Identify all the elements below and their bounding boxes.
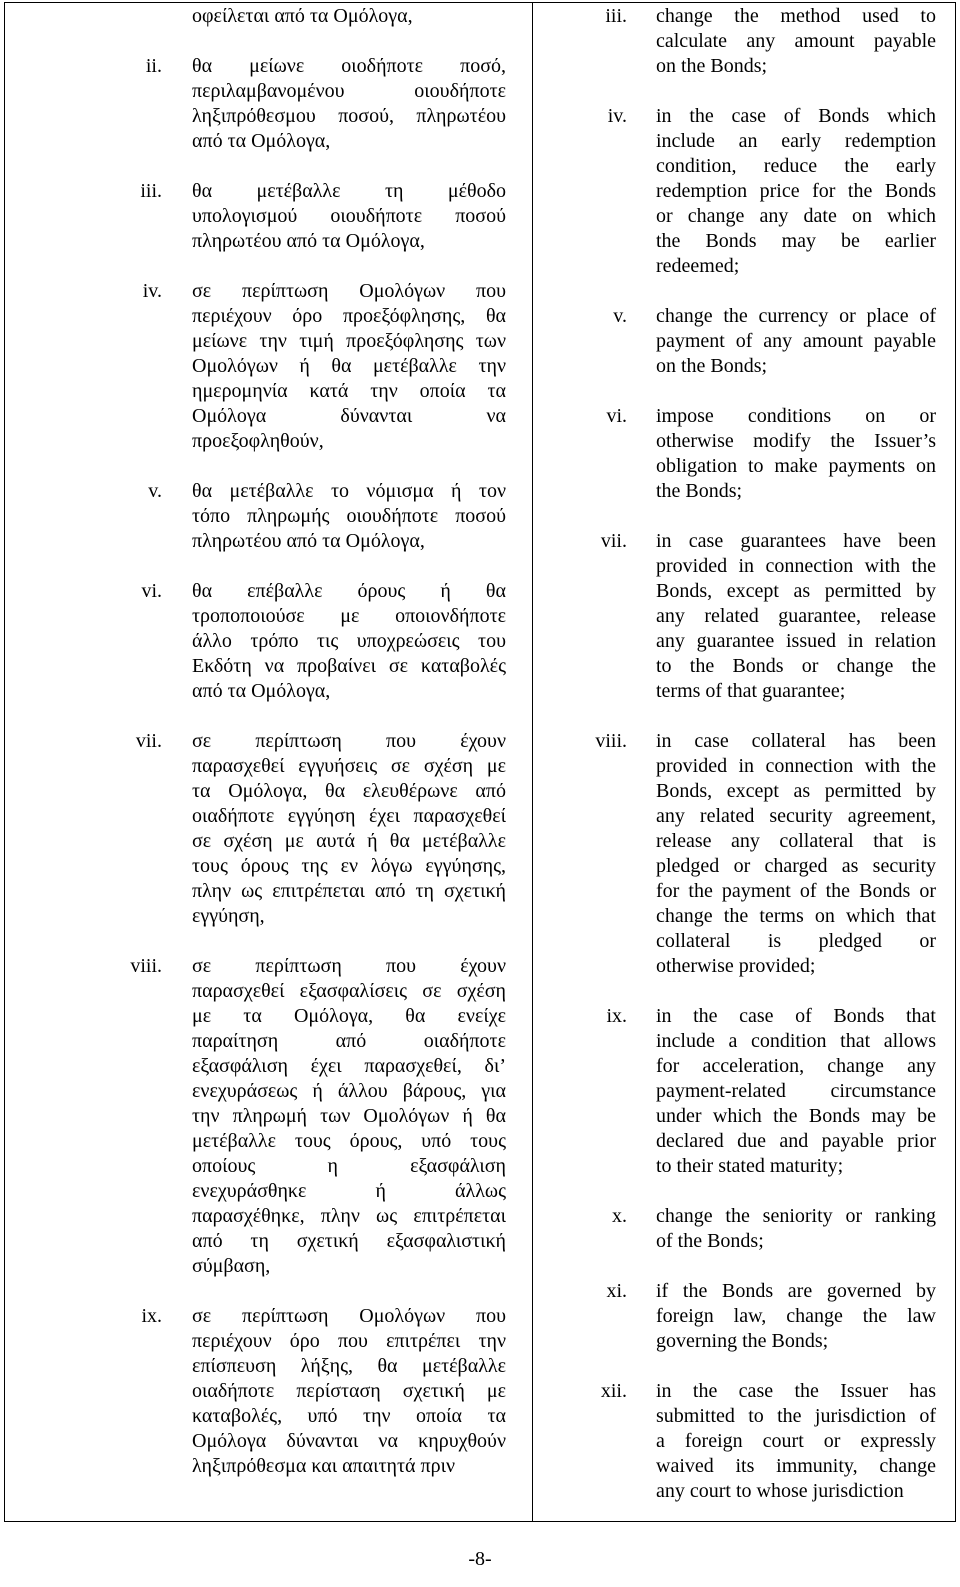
english-item-number: ix. (606, 1005, 627, 1027)
greek-text-line: την πληρωμή των Ομολόγων ή θα (192, 1105, 506, 1127)
greek-text-line: παρασχέθηκε, πλην ως επιτρέπεται (192, 1205, 506, 1227)
greek-text-line: πληρωτέου από τα Ομόλογα, (192, 530, 425, 552)
greek-text-line: ληξιπρόθεσμου ποσού, πληρωτέου (192, 105, 506, 127)
english-text-line: impose conditions on or (656, 405, 936, 427)
english-text-line: any related security agreement, (656, 805, 936, 827)
greek-text-line: οφείλεται από τα Ομόλογα, (192, 5, 413, 27)
english-text-line: release any collateral that is (656, 830, 936, 852)
english-item-text (656, 1279, 936, 1354)
english-text-line: payment-related circumstance (656, 1080, 936, 1102)
english-item-number: iii. (605, 5, 627, 27)
greek-text-line: οποίους η εξασφάλιση (192, 1155, 506, 1177)
english-text-line: in case collateral has been (656, 730, 936, 752)
english-text-line: collateral is pledged or (656, 930, 936, 952)
greek-text-line: σε σχέση με αυτά ή θα μετέβαλλε (192, 830, 506, 852)
greek-item-text (192, 4, 506, 29)
english-text-line: submitted to the jurisdiction of (656, 1405, 936, 1427)
greek-text-line: επίσπευση λήξης, θα μετέβαλλε (192, 1355, 506, 1377)
greek-item-text (192, 579, 506, 704)
greek-item-number: iv. (142, 280, 162, 302)
greek-text-line: εξασφάλιση έχει παρασχεθεί, δι’ (192, 1055, 506, 1077)
english-text-line: waived its immunity, change (656, 1455, 936, 1477)
english-text-line: the Bonds; (656, 480, 743, 502)
english-text-line: provided in connection with the (656, 555, 936, 577)
greek-text-line: περιέχουν όρο προεξόφλησης, θα (192, 305, 506, 327)
english-item-number: viii. (595, 730, 627, 752)
greek-text-line: τόπο πληρωμής οιουδήποτε ποσού (192, 505, 506, 527)
english-text-line: terms of that guarantee; (656, 680, 846, 702)
english-item-number: vii. (600, 530, 627, 552)
greek-text-line: οιαδήποτε εγγύηση έχει παρασχεθεί (192, 805, 506, 827)
english-text-line: or change any date on which (656, 205, 936, 227)
greek-text-line: οιαδήποτε περίσταση σχετική με (192, 1380, 506, 1402)
english-item-text (656, 404, 936, 504)
greek-text-line: τροποποιούσε με οποιονδήποτε (192, 605, 506, 627)
english-text-line: governing the Bonds; (656, 1330, 829, 1352)
english-text-line: on the Bonds; (656, 355, 768, 377)
english-item-text (656, 304, 936, 379)
greek-item-number: vii. (135, 730, 162, 752)
english-item-text (656, 1004, 936, 1179)
greek-text-line: Ομολόγων ή θα μετέβαλλε την (192, 355, 506, 377)
greek-text-line: μείωνε την τιμή προεξόφλησης των (192, 330, 506, 352)
english-item-text (656, 1204, 936, 1254)
greek-item-number: v. (148, 480, 162, 502)
english-text-line: otherwise modify the Issuer’s (656, 430, 936, 452)
page-number: -8- (468, 1548, 492, 1570)
greek-text-line: Ομόλογα δύνανται να (192, 405, 506, 427)
greek-text-line: παρασχεθεί εξασφαλίσεις σε σχέση (192, 980, 506, 1002)
english-text-line: provided in connection with the (656, 755, 936, 777)
english-item-text (656, 729, 936, 979)
greek-text-line: μετέβαλλε τους όρους, υπό τους (192, 1130, 506, 1152)
greek-text-line: περιέχουν όρο που επιτρέπει την (192, 1330, 506, 1352)
greek-text-line: σε περίπτωση Ομολόγων που (192, 280, 506, 302)
english-item-number: v. (613, 305, 627, 327)
english-item-number: iv. (607, 105, 627, 127)
english-text-line: for acceleration, change any (656, 1055, 936, 1077)
english-item-text (656, 1379, 936, 1504)
greek-item-text (192, 179, 506, 254)
greek-text-line: καταβολές, υπό την οποία τα (192, 1405, 506, 1427)
greek-text-line: ημερομηνία κατά την οποία τα (192, 380, 506, 402)
greek-text-line: από τα Ομόλογα, (192, 130, 331, 152)
greek-item-text (192, 279, 506, 454)
english-text-line: change the terms on which that (656, 905, 936, 927)
english-text-line: in the case the Issuer has (656, 1380, 936, 1402)
english-text-line: Bonds, except as permitted by (656, 780, 936, 802)
greek-text-line: ενεχυράσεως ή άλλου βάρους, για (192, 1080, 506, 1102)
english-text-line: change the method used to (656, 5, 936, 27)
greek-text-line: από τη σχετική εξασφαλιστική (192, 1230, 506, 1252)
greek-text-line: σε περίπτωση που έχουν (192, 955, 506, 977)
greek-text-line: ληξιπρόθεσμα και απαιτητά πριν (192, 1455, 456, 1477)
english-text-line: any guarantee issued in relation (656, 630, 936, 652)
english-text-line: any court to whose jurisdiction (656, 1480, 904, 1502)
greek-text-line: σε περίπτωση που έχουν (192, 730, 506, 752)
english-text-line: declared due and payable prior (656, 1130, 936, 1152)
english-text-line: to the Bonds or change the (656, 655, 936, 677)
english-text-line: change the seniority or ranking (656, 1205, 936, 1227)
english-text-line: to their stated maturity; (656, 1155, 844, 1177)
greek-text-line: από τα Ομόλογα, (192, 680, 331, 702)
english-text-line: any related guarantee, release (656, 605, 936, 627)
english-text-line: under which the Bonds may be (656, 1105, 936, 1127)
greek-text-line: περιλαμβανομένου οιουδήποτε (192, 80, 506, 102)
greek-text-line: παρασχεθεί εγγυήσεις σε σχέση με (192, 755, 506, 777)
greek-item-number: viii. (130, 955, 162, 977)
greek-text-line: τα Ομόλογα, θα ελευθέρωνε από (192, 780, 506, 802)
greek-text-line: προεξοφληθούν, (192, 430, 324, 452)
greek-item-text (192, 1304, 506, 1479)
english-text-line: redemption price for the Bonds (656, 180, 936, 202)
english-text-line: include a condition that allows (656, 1030, 936, 1052)
english-text-line: on the Bonds; (656, 55, 768, 77)
english-text-line: in the case of Bonds that (656, 1005, 936, 1027)
greek-text-line: σε περίπτωση Ομολόγων που (192, 1305, 506, 1327)
english-text-line: payment of any amount payable (656, 330, 936, 352)
english-text-line: obligation to make payments on (656, 455, 936, 477)
greek-text-line: θα μετέβαλλε τη μέθοδο (192, 180, 506, 202)
english-text-line: condition, reduce the early (656, 155, 936, 177)
english-item-number: xi. (606, 1280, 627, 1302)
english-text-line: for the payment of the Bonds or (656, 880, 936, 902)
greek-text-line: άλλο τρόπο τις υποχρεώσεις του (192, 630, 506, 652)
english-text-line: foreign law, change the law (656, 1305, 936, 1327)
english-text-line: if the Bonds are governed by (656, 1280, 936, 1302)
english-text-line: change the currency or place of (656, 305, 936, 327)
greek-text-line: πληρωτέου από τα Ομόλογα, (192, 230, 425, 252)
greek-text-line: ενεχυράσθηκε ή άλλως (192, 1180, 506, 1202)
greek-text-line: θα μετέβαλλε το νόμισμα ή τον (192, 480, 506, 502)
english-text-line: in the case of Bonds which (656, 105, 936, 127)
greek-item-text (192, 54, 506, 154)
greek-text-line: θα μείωνε οιοδήποτε ποσό, (192, 55, 506, 77)
english-text-line: a foreign court or expressly (656, 1430, 936, 1452)
english-item-text (656, 104, 936, 279)
greek-text-line: με τα Ομόλογα, θα ενείχε (192, 1005, 506, 1027)
greek-text-line: Εκδότη να προβαίνει σε καταβολές (192, 655, 506, 677)
greek-text-line: παραίτηση από οιαδήποτε (192, 1030, 506, 1052)
greek-item-number: ii. (145, 55, 162, 77)
english-item-text (656, 4, 936, 79)
greek-text-line: πλην ως επιτρέπεται από τη σχετική (192, 880, 506, 902)
english-text-line: the Bonds may be earlier (656, 230, 936, 252)
greek-item-text (192, 479, 506, 554)
greek-item-number: vi. (141, 580, 162, 602)
english-item-number: vi. (606, 405, 627, 427)
english-item-text (656, 529, 936, 704)
greek-text-line: εγγύηση, (192, 905, 265, 927)
greek-item-text (192, 729, 506, 929)
english-text-line: calculate any amount payable (656, 30, 936, 52)
greek-item-text (192, 954, 506, 1279)
column-divider (532, 2, 533, 1522)
english-text-line: include an early redemption (656, 130, 936, 152)
english-text-line: Bonds, except as permitted by (656, 580, 936, 602)
english-text-line: in case guarantees have been (656, 530, 936, 552)
greek-text-line: τους όρους της εν λόγω εγγύησης, (192, 855, 506, 877)
english-text-line: pledged or charged as security (656, 855, 936, 877)
english-text-line: of the Bonds; (656, 1230, 764, 1252)
english-item-number: xii. (600, 1380, 627, 1402)
greek-text-line: θα επέβαλλε όρους ή θα (192, 580, 506, 602)
greek-text-line: σύμβαση, (192, 1255, 271, 1277)
greek-item-number: iii. (140, 180, 162, 202)
greek-text-line: Ομόλογα δύνανται να κηρυχθούν (192, 1430, 506, 1452)
greek-text-line: υπολογισμού οιουδήποτε ποσού (192, 205, 506, 227)
greek-item-number: ix. (141, 1305, 162, 1327)
english-item-number: x. (612, 1205, 627, 1227)
english-text-line: redeemed; (656, 255, 740, 277)
english-text-line: otherwise provided; (656, 955, 816, 977)
